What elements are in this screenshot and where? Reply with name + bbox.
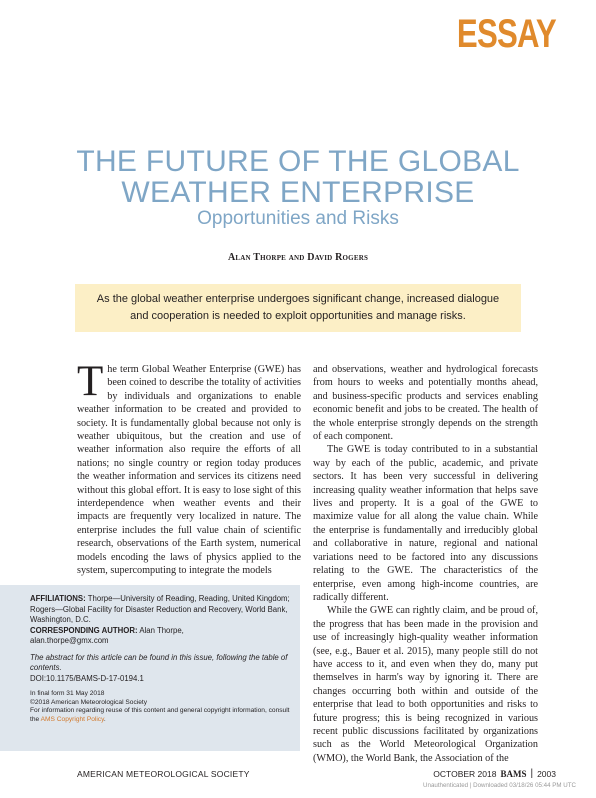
corresponding-author-email[interactable]: alan.thorpe@gmx.com xyxy=(30,636,109,645)
footer-separator: | xyxy=(530,768,534,779)
abstract-text: As the global weather enterprise undergoes significant change, increased dialogue and cooperation is needed to exploit opportunities and manage risks. xyxy=(96,293,500,322)
article-title xyxy=(0,146,596,208)
affiliations-box xyxy=(0,585,300,751)
title-line-1: THE FUTURE OF THE GLOBAL xyxy=(76,145,520,178)
body-column-right xyxy=(313,363,538,765)
affiliations-label: AFFILIATIONS: xyxy=(30,594,86,603)
corresponding-author-name: Alan Thorpe, xyxy=(139,625,184,635)
footer-date: OCTOBER 2018 xyxy=(433,768,497,779)
reuse-notice xyxy=(30,707,290,724)
reuse-text: For information regarding reuse of this content and general copyright information, consult the xyxy=(30,707,290,723)
abstract-note: The abstract for this article can be found in this issue, following the table of contents. xyxy=(30,652,288,672)
affiliations-text: Thorpe—University of Reading, Reading, United Kingdom; Rogers—Global Facility for Disaster Reduction and Recovery, World Bank, Washington, D.C. xyxy=(30,594,290,624)
title-line-2: WEATHER ENTERPRISE xyxy=(121,176,475,209)
body-paragraph: and observations, weather and hydrological forecasts from hours to weeks and potentially months ahead, and business-specific products and services enabling economic benefit and jobs to be created. The health of the whole enterprise strongly depends on the strength of each component. xyxy=(313,364,538,443)
affiliations xyxy=(30,594,290,626)
corresponding-author xyxy=(30,626,290,637)
drop-cap: T xyxy=(77,358,104,405)
body-column-left xyxy=(77,358,301,578)
corresponding-author-label: CORRESPONDING AUTHOR: xyxy=(30,625,138,635)
footer-society: AMERICAN METEOROLOGICAL SOCIETY xyxy=(77,769,250,779)
doi[interactable]: DOI:10.1175/BAMS-D-17-0194.1 xyxy=(30,673,144,683)
page-number: 2003 xyxy=(537,768,556,779)
copyright-policy-link[interactable]: AMS Copyright Policy xyxy=(40,715,104,723)
article-subtitle: Opportunities and Risks xyxy=(197,208,399,229)
footer-issue-info xyxy=(433,768,556,779)
author-line: Alan Thorpe and David Rogers xyxy=(227,252,369,263)
reuse-period: . xyxy=(103,715,106,723)
essay-section-tag: ESSAY xyxy=(456,12,556,56)
abstract-callout xyxy=(75,284,521,332)
body-paragraph: The GWE is today contributed to in a substantial way by each of the public, academic, and private sectors. It has been very successful in delivering increasing quality weather information that helps save lives and property. It is a goal of the GWE to maximize value for all along the value chain. While the enterprise is fundamentally and irreducibly global and collaborative in nature, regional and national variations need to be factored into any discussions relating to the GWE. The characteristics of the enterprise, even among high-income countries, are radically different. xyxy=(313,444,538,603)
journal-logo: BAMS xyxy=(500,768,527,779)
copyright-notice: ©2018 American Meteorological Society xyxy=(30,698,148,706)
paragraph-text: he term Global Weather Enterprise (GWE) has been coined to describe the totality of activities by individuals and organizations to enable weather information to be created and provided to society. It is fundamentally global because not only is weather ubiquitous, but the creation and use of weather information also require the efforts of all nations; no single country or region today produces the weather information and services its citizens need without this global effort. It is easy to lose sight of this interdependence when weather events and their impacts are frequently very localized in nature. The enterprise includes the full value chain of scientific research, observations of the Earth system, numerical models encoding the laws of physics applied to the system, supercomputing to integrate the models xyxy=(77,364,301,577)
download-watermark: Unauthenticated | Downloaded 03/18/26 05:44 PM UTC xyxy=(423,782,576,789)
body-paragraph xyxy=(77,358,301,578)
final-form-date: In final form 31 May 2018 xyxy=(30,690,105,697)
body-paragraph: While the GWE can rightly claim, and be proud of, the progress that has been made in the provision and use of increasingly high-quality weather information (see, e.g., Bauer et al. 2015), many people still do not have access to it, and even when they do, many put themselves in harm's way by ignoring it. There are changes occurring both within and outside of the enterprise that lead to both opportunities and risks to future progress; this is being recognized in various recent public discussions facilitated by organizations such as the World Meteorological Organization (WMO), the World Bank, the Association of the xyxy=(313,605,538,764)
